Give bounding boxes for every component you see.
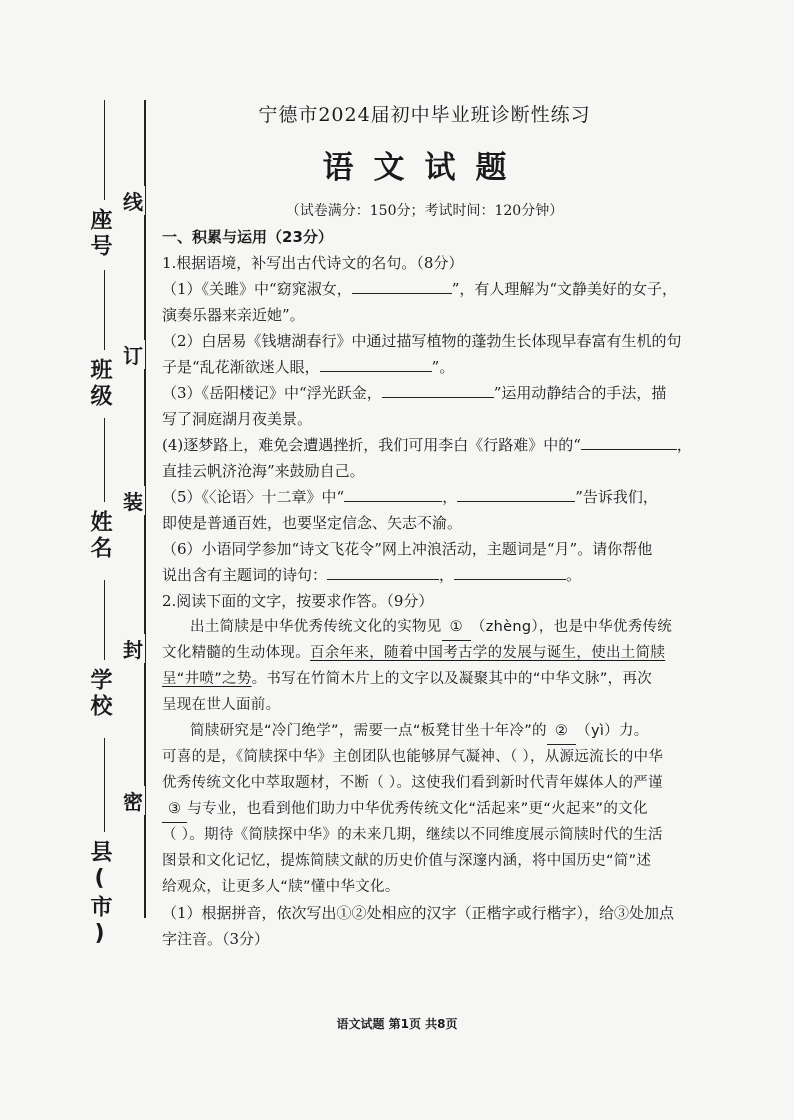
seal-char-zhuang: 装: [121, 486, 145, 515]
passage-text: 与专业，也看到他们助力中华优秀传统文化“活起来”更“火起来”的文化: [187, 801, 648, 817]
underlined-sentence-end: 呈“井喷”之势: [162, 671, 252, 687]
binding-margin: [0, 0, 150, 1120]
passage-p2-line-3: 优秀传统文化中萃取题材，不断（ ）。这使我们看到新时代青年媒体人的严谨: [162, 775, 663, 791]
seal-char-feng: 封: [121, 634, 145, 663]
q2-1-text-a: （1）根据拼音，依次写出①②处相应的汉字（正楷字或行楷字），给③处加点: [162, 904, 675, 922]
q1-6-blank-2[interactable]: [454, 564, 566, 580]
passage-text: 文化精髓的生动体现。: [162, 645, 310, 661]
school-field[interactable]: [104, 580, 105, 660]
q1-1-blank[interactable]: [352, 278, 452, 294]
question-2-stem: 2.阅读下面的文字，按要求作答。（9分）: [162, 592, 434, 610]
q1-4-text-a: (4)逐梦路上，难免会遭遇挫折，我们可用李白《行路难》中的“: [162, 436, 581, 454]
q1-6-text-a: （6）小语同学参加“诗文飞花令”网上冲浪活动，主题词是“月”。请你帮他: [162, 540, 653, 558]
q1-6-text-c: ，: [439, 566, 455, 584]
passage-text: 简牍研究是“冷门绝学”，需要一点“板凳甘坐十年冷”的: [190, 723, 547, 739]
q1-5-text-a: （5）《〈论语〉十二章》中“: [162, 488, 345, 506]
class-field[interactable]: [104, 270, 105, 350]
q1-6-line-2: [162, 562, 687, 588]
q1-4-text-b: ，: [676, 436, 692, 454]
passage-text: （zhèng），也是中华优秀传统: [470, 619, 673, 635]
q1-1-line-1: [162, 276, 687, 302]
seal-char-mi: 密: [121, 786, 145, 815]
seal-char-ding: 订: [121, 340, 145, 369]
class-label: 班级: [87, 358, 112, 410]
q1-6-blank-1[interactable]: [327, 564, 439, 580]
underlined-sentence: 百余年来，随着中国考古学的发展与诞生，使出土简牍: [310, 645, 666, 661]
seat-field[interactable]: [104, 100, 105, 200]
q1-5-blank-2[interactable]: [457, 486, 575, 502]
passage-p1-line-3: [162, 666, 687, 692]
subject-title: 语文试题: [322, 150, 527, 186]
county-label: 县(市): [87, 840, 112, 950]
q2-1-text-b: 字注音。（3分）: [162, 930, 270, 948]
blank-marker-2[interactable]: ②: [547, 718, 576, 745]
passage-p2-line-2: 可喜的是，《简牍探中华》主创团队也能够屏气凝神、（ ），从源远流长的中华: [162, 749, 664, 765]
q1-2-text-a: （2）白居易《钱塘湖春行》中通过描写植物的蓬勃生长体现早春富有生机的句: [162, 332, 682, 350]
q1-3-text-b: ”运用动静结合的手法，描: [493, 384, 667, 402]
passage-p2-line-4: [162, 796, 687, 823]
q1-1-text-a: （1）《关雎》中“窈窕淑女，: [162, 280, 352, 298]
passage-p2-line-7: 给观众，让更多人“牍”懂中华文化。: [162, 879, 400, 895]
q1-4-text-c: 直挂云帆济沧海”来鼓励自己。: [162, 462, 365, 480]
marker-3: ③: [162, 796, 187, 823]
q1-1-text-c: 演奏乐器来亲近她”。: [162, 306, 305, 324]
q1-6-text-d: 。: [566, 566, 582, 584]
passage-p2-line-6: 图景和文化记忆，提炼简牍文献的历史价值与深邃内涵，将中国历史“简”述: [162, 853, 652, 869]
section-title: 一、积累与运用（23分）: [162, 228, 333, 246]
question-1-stem: 1.根据语境，补写出古代诗文的名句。（8分）: [162, 254, 464, 272]
passage-p2-line-1: [162, 718, 687, 745]
q1-3-line-1: [162, 380, 687, 406]
q1-2-text-b: 子是“乱花渐欲迷人眼，: [162, 358, 320, 376]
q1-5-line-1: [162, 484, 687, 510]
q1-3-text-a: （3）《岳阳楼记》中“浮光跃金，: [162, 384, 382, 402]
passage-p2-line-5: （ ）。期待《简牍探中华》的未来几期，继续以不同维度展示简牍时代的生活: [162, 827, 663, 843]
q1-4-blank[interactable]: [581, 434, 677, 450]
q1-5-text-d: 即使是普通百姓，也要坚定信念、矢志不渝。: [162, 514, 463, 532]
q1-3-text-c: 写了洞庭湖月夜美景。: [162, 410, 313, 428]
county-field[interactable]: [104, 738, 105, 832]
q1-6-text-b: 说出含有主题词的诗句：: [162, 566, 328, 584]
q1-5-text-b: ，: [442, 488, 458, 506]
passage-p1-line-2: [162, 640, 687, 666]
q1-3-blank[interactable]: [382, 382, 494, 398]
seal-char-line: 线: [121, 186, 145, 215]
passage-text: 。书写在竹简木片上的文字以及凝聚其中的“中华文脉”，再次: [251, 671, 653, 687]
q1-1-text-b: ”，有人理解为“文静美好的女子，: [451, 280, 678, 298]
passage-p1-line-1: [162, 614, 687, 641]
passage-p1-line-4: 呈现在世人面前。: [162, 697, 281, 713]
q1-2-line-2: [162, 354, 687, 380]
passage-text: （yì）力。: [576, 723, 649, 739]
q1-5-text-c: ”告诉我们，: [575, 488, 658, 506]
q1-4-line-1: [162, 432, 692, 458]
q1-5-blank-1[interactable]: [344, 486, 442, 502]
blank-marker-1[interactable]: ①: [442, 614, 471, 641]
q1-2-text-c: ”。: [431, 358, 455, 376]
passage-text: 出土简牍是中华优秀传统文化的实物见: [190, 619, 442, 635]
exam-meta: （试卷满分：150分；考试时间：120分钟）: [285, 203, 564, 219]
name-field[interactable]: [104, 418, 105, 502]
page-footer: 语文试题 第1页 共8页: [336, 1017, 458, 1031]
q1-2-blank[interactable]: [320, 356, 432, 372]
exam-title: 宁德市2024届初中毕业班诊断性练习: [258, 104, 591, 126]
school-label: 学校: [87, 668, 112, 720]
name-label: 姓名: [87, 510, 112, 562]
seat-label: 座号: [87, 208, 112, 260]
